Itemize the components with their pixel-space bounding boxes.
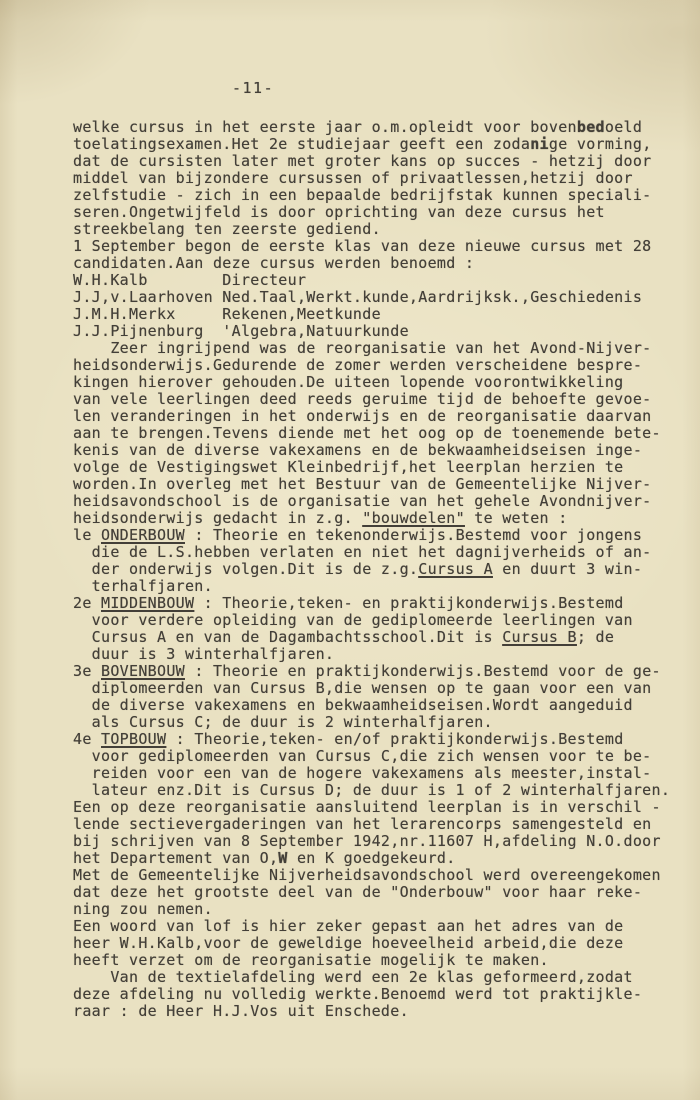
text-line: dat de cursisten later met groter kans op succes - hetzij door [73, 152, 652, 170]
text-line: kenis van de diverse vakexamens en de bekwaamheidseisen inge- [73, 441, 643, 459]
text-line: toelatingsexamen.Het 2e studiejaar geeft een zodanige vorming, [73, 135, 652, 153]
text-line: zelfstudie - zich in een bepaalde bedrijfstak kunnen speciali- [73, 186, 652, 204]
text-line: volge de Vestigingswet Kleinbedrijf,het leerplan herzien te [73, 458, 624, 476]
text-line: Een woord van lof is hier zeker gepast aan het adres van de [73, 917, 624, 935]
text-line: kingen hierover gehouden.De uiteen lopende voorontwikkeling [73, 373, 624, 391]
text-line: terhalfjaren. [73, 577, 213, 595]
text-line: J.J,v.Laarhoven Ned.Taal,Werkt.kunde,Aardrijksk.,Geschiedenis [73, 288, 643, 306]
text-line: die de L.S.hebben verlaten en niet het dagnijverheids of an- [73, 543, 652, 561]
text-line: heer W.H.Kalb,voor de geweldige hoeveelheid arbeid,die deze [73, 934, 624, 952]
text-line: heidsonderwijs gedacht in z.g. "bouwdelen" te weten : [73, 509, 568, 527]
text-line: J.M.H.Merkx Rekenen,Meetkunde [73, 305, 381, 323]
text-line: der onderwijs volgen.Dit is de z.g.Cursus A en duurt 3 win- [73, 560, 643, 578]
text-line: bij schrijven van 8 September 1942,nr.11607 H,afdeling N.O.door [73, 832, 661, 850]
text-line: voor gediplomeerden van Cursus C,die zich wensen voor te be- [73, 747, 652, 765]
text-line: aan te brengen.Tevens diende met het oog op de toenemende bete- [73, 424, 661, 442]
document-text [73, 119, 683, 1020]
text-line: deze afdeling nu volledig werkte.Benoemd werd tot praktijkle- [73, 985, 643, 1003]
text-line: J.J.Pijnenburg 'Algebra,Natuurkunde [73, 322, 409, 340]
text-line: dat deze het grootste deel van de "Onderbouw" voor haar reke- [73, 883, 643, 901]
page-number: -11- [232, 79, 275, 97]
text-line: worden.In overleg met het Bestuur van de Gemeentelijke Nijver- [73, 475, 652, 493]
text-line: Zeer ingrijpend was de reorganisatie van het Avond-Nijver- [73, 339, 652, 357]
text-line: raar : de Heer H.J.Vos uit Enschede. [73, 1002, 409, 1020]
text-line: Met de Gemeentelijke Nijverheidsavondschool werd overeengekomen [73, 866, 661, 884]
text-line: Van de textielafdeling werd een 2e klas geformeerd,zodat [73, 968, 633, 986]
text-line: middel van bijzondere cursussen of privaatlessen,hetzij door [73, 169, 633, 187]
text-line: 3e BOVENBOUW : Theorie en praktijkonderwijs.Bestemd voor de ge- [73, 662, 661, 680]
text-line: duur is 3 winterhalfjaren. [73, 645, 335, 663]
text-line: diplomeerden van Cursus B,die wensen op te gaan voor een van [73, 679, 652, 697]
text-line: de diverse vakexamens en bekwaamheidseisen.Wordt aangeduid [73, 696, 633, 714]
text-line: candidaten.Aan deze cursus werden benoemd : [73, 254, 475, 272]
text-line: seren.Ongetwijfeld is door oprichting van deze cursus het [73, 203, 605, 221]
text-line: 1 September begon de eerste klas van deze nieuwe cursus met 28 [73, 237, 652, 255]
text-line: le ONDERBOUW : Theorie en tekenonderwijs.Bestemd voor jongens [73, 526, 643, 544]
text-line: lateur enz.Dit is Cursus D; de duur is 1 of 2 winterhalfjaren. [73, 781, 671, 799]
text-line: heidsavondschool is de organisatie van het gehele Avondnijver- [73, 492, 652, 510]
text-line: W.H.Kalb Directeur [73, 271, 307, 289]
text-line: Cursus A en van de Dagambachtsschool.Dit is Cursus B; de [73, 628, 615, 646]
text-line: voor verdere opleiding van de gediplomeerde leerlingen van [73, 611, 633, 629]
text-line: 4e TOPBOUW : Theorie,teken- en/of praktijkonderwijs.Bestemd [73, 730, 624, 748]
text-line: len veranderingen in het onderwijs en de reorganisatie daarvan [73, 407, 652, 425]
text-line: welke cursus in het eerste jaar o.m.opleidt voor bovenbedoeld [73, 118, 643, 136]
text-line: reiden voor een van de hogere vakexamens als meester,instal- [73, 764, 652, 782]
text-line: heeft verzet om de reorganisatie mogelijk te maken. [73, 951, 549, 969]
text-line: 2e MIDDENBOUW : Theorie,teken- en praktijkonderwijs.Bestemd [73, 594, 624, 612]
text-line: streekbelang ten zeerste gediend. [73, 220, 381, 238]
text-line: lende sectievergaderingen van het lerarencorps samengesteld en [73, 815, 652, 833]
text-line: heidsonderwijs.Gedurende de zomer werden verscheidene bespre- [73, 356, 643, 374]
text-line: het Departement van O,W en K goedgekeurd. [73, 849, 456, 867]
text-line: van vele leerlingen deed reeds geruime tijd de behoefte gevoe- [73, 390, 652, 408]
text-line: ning zou nemen. [73, 900, 213, 918]
text-line: als Cursus C; de duur is 2 winterhalfjaren. [73, 713, 493, 731]
text-line: Een op deze reorganisatie aansluitend leerplan is in verschil - [73, 798, 661, 816]
